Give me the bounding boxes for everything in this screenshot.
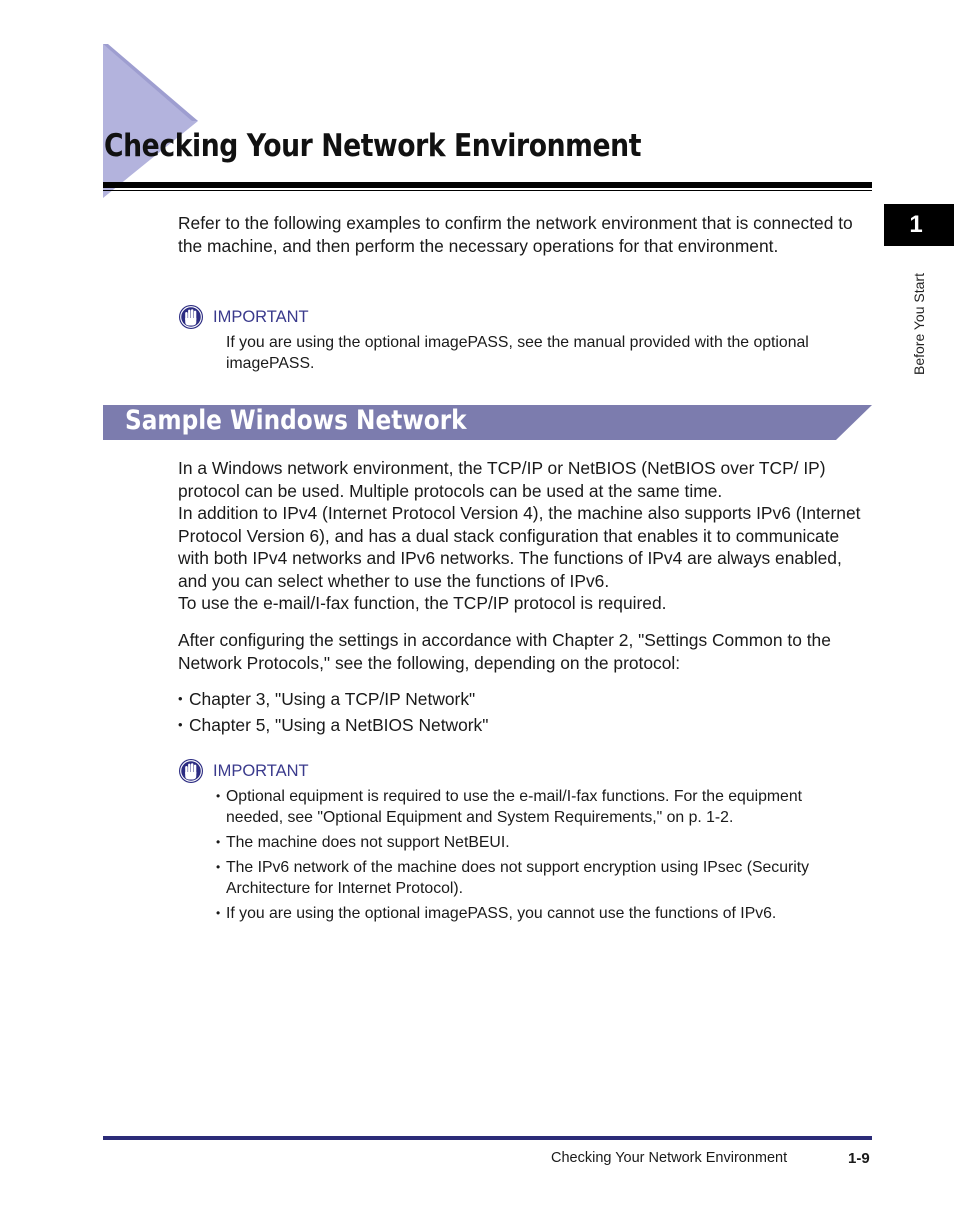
section-paragraph-1c: To use the e-mail/I-fax function, the TCP/IP protocol is required. — [178, 593, 667, 613]
chapter-number: 1 — [909, 211, 923, 238]
important-list-2 — [216, 786, 856, 928]
hand-stop-icon — [178, 304, 204, 330]
list-item: • Optional equipment is required to use the e-mail/I-fax functions. For the equipment needed, see "Optional Equipment and System Requirements," on p. 1-2. — [216, 786, 856, 828]
important-heading-2 — [178, 758, 309, 784]
section-title: Sample Windows Network — [125, 405, 467, 436]
title-rule-thin — [103, 190, 872, 191]
important-label-1: IMPORTANT — [213, 307, 309, 326]
section-paragraph-2: After configuring the settings in accordance with Chapter 2, "Settings Common to the Network Protocols," see the following, depending on the protocol: — [178, 630, 831, 673]
list-item: • The IPv6 network of the machine does not support encryption using IPsec (Security Architecture for Internet Protocol). — [216, 857, 856, 899]
section-paragraph-1a: In a Windows network environment, the TCP/IP or NetBIOS (NetBIOS over TCP/ IP) protocol can be used. Multiple protocols can be used at the same time. — [178, 458, 826, 501]
list-item: • If you are using the optional imagePASS, you cannot use the functions of IPv6. — [216, 903, 856, 924]
intro-paragraph: Refer to the following examples to confirm the network environment that is connected to the machine, and then perform the necessary operations for that environment. — [178, 213, 853, 256]
chapter-side-label: Before You Start — [911, 273, 927, 375]
page-title: Checking Your Network Environment — [104, 128, 642, 164]
chapter-tab — [884, 204, 954, 246]
important-label-2: IMPORTANT — [213, 761, 309, 780]
footer-title: Checking Your Network Environment — [551, 1150, 788, 1166]
hand-stop-icon — [178, 758, 204, 784]
list-item: • Chapter 3, "Using a TCP/IP Network" — [178, 686, 488, 712]
page-number: 1-9 — [848, 1150, 870, 1167]
important-text-1: If you are using the optional imagePASS, see the manual provided with the optional imagePASS. — [226, 334, 809, 372]
list-item: • The machine does not support NetBEUI. — [216, 832, 856, 853]
important-heading-1 — [178, 304, 309, 330]
footer-rule — [103, 1136, 872, 1140]
title-rule — [103, 182, 872, 188]
section-paragraph-1b: In addition to IPv4 (Internet Protocol Version 4), the machine also supports IPv6 (Internet Protocol Version 6), and has a dual stack configuration that enables it to communicate with both IPv4 networks and IPv6 networks. The functions of IPv4 are always enabled, and you can select whether to use the functions of IPv6. — [178, 503, 861, 591]
title-decoration-triangle — [102, 44, 212, 200]
chapter-reference-list — [178, 686, 488, 738]
list-item: • Chapter 5, "Using a NetBIOS Network" — [178, 712, 488, 738]
